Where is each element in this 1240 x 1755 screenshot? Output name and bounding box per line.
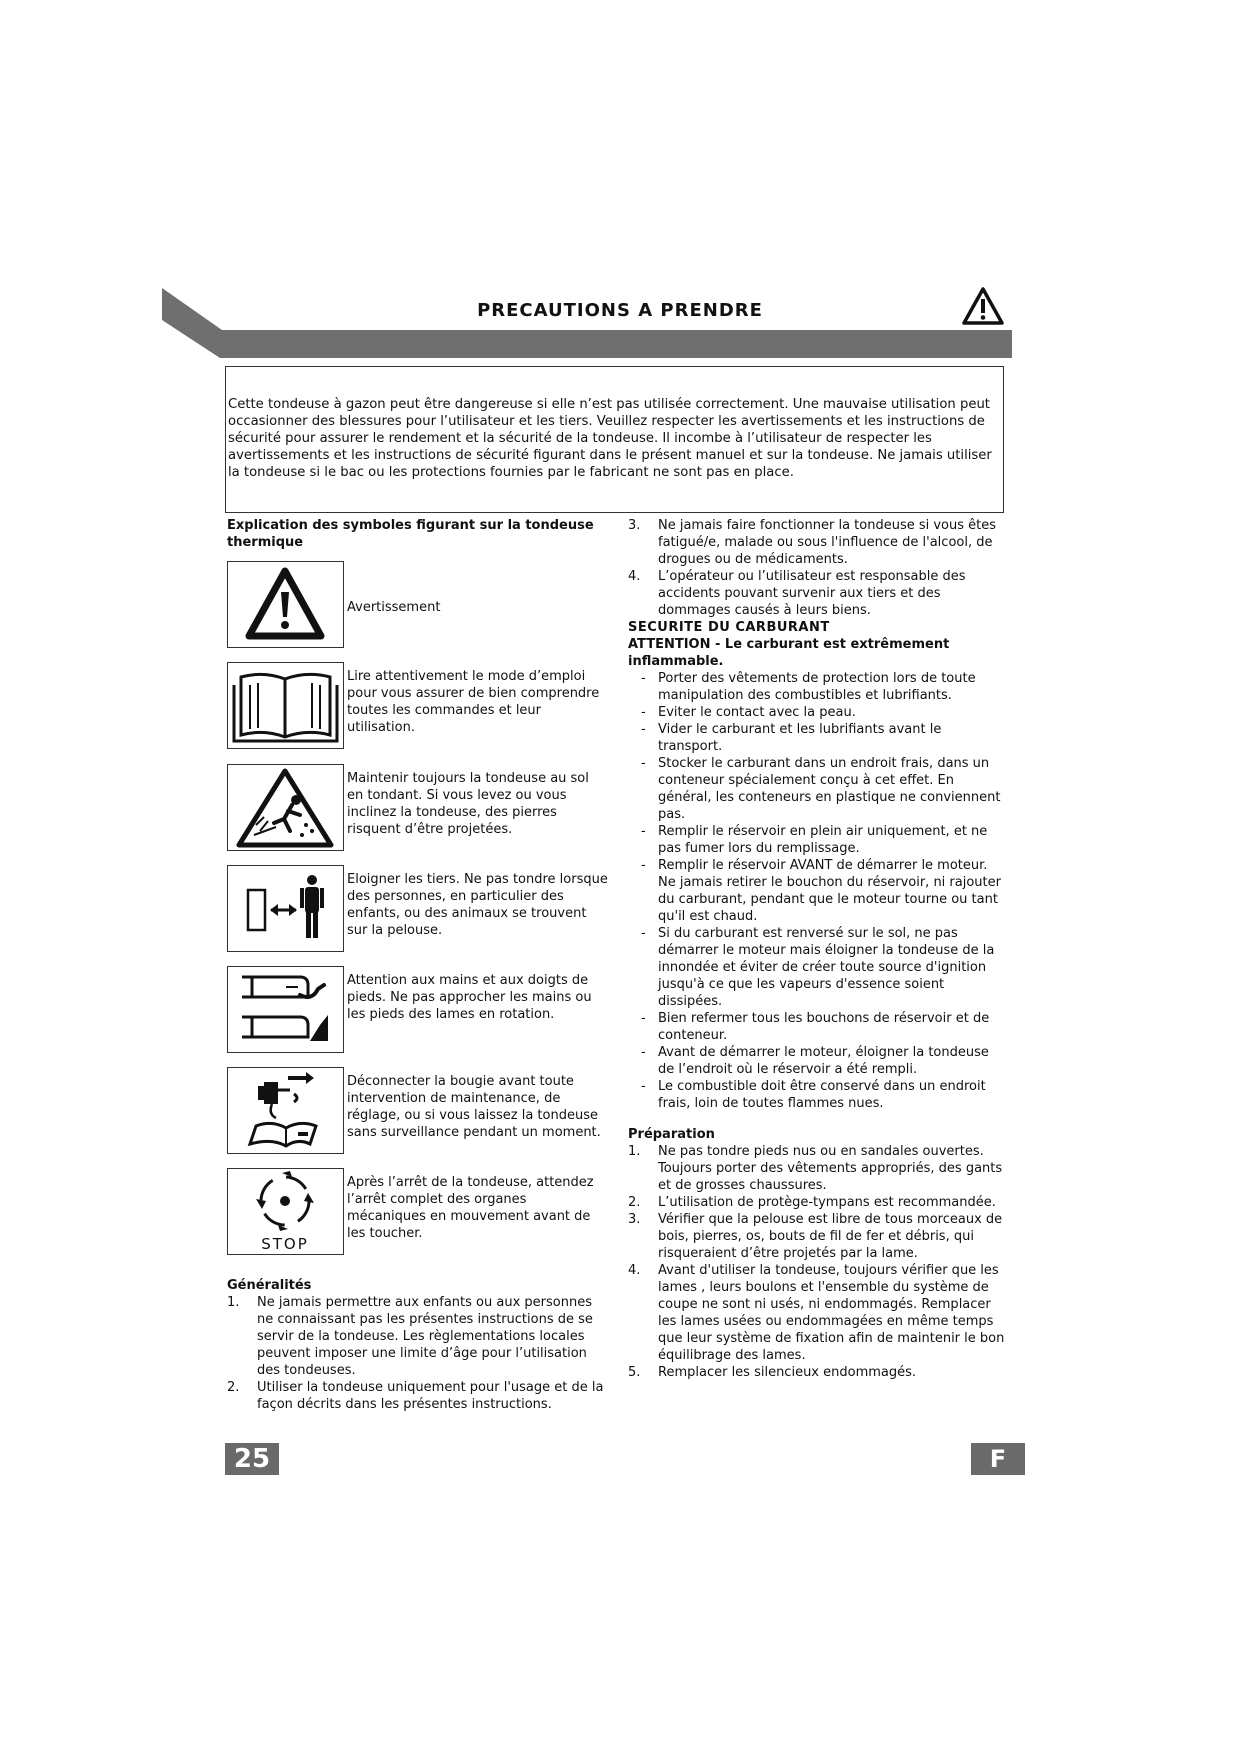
list-item: - Si du carburant est renversé sur le sol, ne pas démarrer le moteur mais éloigner la tondeuse de la innondée et éviter de créer toute source d'ignition jusqu'à ce que les vapeurs d'essence soient dissipées. <box>641 926 995 1009</box>
list-item: 1. Ne pas tondre pieds nus ou en sandales ouvertes. Toujours porter des vêtements appropriés, des gants et de grosses chaussures. <box>628 1144 1003 1193</box>
blade-stop-icon <box>228 1169 343 1254</box>
generalites-section <box>227 1277 607 1413</box>
fuel-attention: ATTENTION - Le carburant est extrêmement inflammable. <box>628 637 950 669</box>
list-item: - Porter des vêtements de protection lors de toute manipulation des combustibles et lubrifiants. <box>641 671 976 703</box>
list-item: - Avant de démarrer le moteur, éloigner la tondeuse de l’endroit où le réservoir a été rempli. <box>641 1045 989 1077</box>
symbol-text: Attention aux mains et aux doigts de pieds. Ne pas approcher les mains ou les pieds des lames en rotation. <box>347 973 592 1022</box>
symbol-text: Eloigner les tiers. Ne pas tondre lorsque des personnes, en particulier des enfants, ou des animaux se trouvent sur la pelouse. <box>347 872 608 938</box>
symbol-text: Déconnecter la bougie avant toute intervention de maintenance, de réglage, ou si vous laissez la tondeuse sans surveillance pendant un moment. <box>347 1074 601 1140</box>
list-item: - Vider le carburant et les lubrifiants avant le transport. <box>641 722 942 754</box>
symbols-heading: Explication des symboles figurant sur la tondeuse thermique <box>227 518 594 550</box>
hands-feet-blades-icon <box>228 967 343 1052</box>
list-item: 4. L’opérateur ou l’utilisateur est responsable des accidents pouvant survenir aux tiers et des dommages causés à leurs biens. <box>628 569 966 618</box>
left-column <box>227 517 608 1412</box>
list-item: 3. Vérifier que la pelouse est libre de tous morceaux de bois, pierres, os, bouts de fil de fer et débris, qui risqueraient d’être projetés par la lame. <box>628 1212 1003 1261</box>
preparation-list <box>628 1143 1006 1381</box>
list-item: 3. Ne jamais faire fonctionner la tondeuse si vous êtes fatigué/e, malade ou sous l'influence de l'alcool, de drogues ou de médicaments. <box>628 518 997 567</box>
list-item: 2. Utiliser la tondeuse uniquement pour l'usage et de la façon décrits dans les présentes instructions. <box>227 1380 604 1412</box>
symbol-text: Lire attentivement le mode d’emploi pour vous assurer de bien comprendre toutes les commandes et leur utilisation. <box>347 669 600 735</box>
page-number: 25 <box>225 1443 279 1475</box>
list-item: - Remplir le réservoir AVANT de démarrer le moteur. Ne jamais retirer le bouchon du réservoir, ni rajouter du carburant, pendant que le moteur tourne ou tant qu'il est chaud. <box>641 858 1001 924</box>
page-title: PRECAUTIONS A PRENDRE <box>477 300 763 321</box>
generalites-list <box>227 1294 607 1413</box>
list-item: 1. Ne jamais permettre aux enfants ou aux personnes ne connaissant pas les présentes instructions de se servir de la tondeuse. Les règlementations locales peuvent imposer une limite d’âge pour l’utilisation des tondeuses. <box>227 1295 593 1378</box>
list-item: - Stocker le carburant dans un endroit frais, dans un conteneur spécialement conçu à cet effet. En général, les conteneurs en plastique ne conviennent pas. <box>641 756 1001 822</box>
list-item: 5. Remplacer les silencieux endommagés. <box>628 1365 917 1380</box>
list-item: - Bien refermer tous les bouchons de réservoir et de conteneur. <box>641 1011 990 1043</box>
list-item: - Remplir le réservoir en plein air uniquement, et ne pas fumer lors du remplissage. <box>641 824 988 856</box>
fuel-safety-list <box>628 670 1006 1112</box>
header-band <box>162 288 1012 358</box>
list-item: 2. L’utilisation de protège-tympans est recommandée. <box>628 1195 996 1210</box>
symbol-text: Après l’arrêt de la tondeuse, attendez l’arrêt complet des organes mécaniques en mouvement avant de les toucher. <box>347 1175 594 1241</box>
thrown-objects-icon <box>228 765 343 850</box>
symbol-text: Avertissement <box>347 600 441 615</box>
symbol-text: Maintenir toujours la tondeuse au sol en tondant. Si vous levez ou vous inclinez la tondeuse, des pierres risquent d’être projetées. <box>347 771 589 837</box>
intro-paragraph: Cette tondeuse à gazon peut être dangereuse si elle n’est pas utilisée correctement. Une mauvaise utilisation peut occasionner des blessures pour l’utilisateur et les tiers. Veuillez respecter les avertissements et les instructions de sécurité pour assurer le rendement et la sécurité de la tondeuse. Il incombe à l’utilisateur de respecter les avertissements et les instructions de sécurité figurant dans le présent manuel et sur la tondeuse. Ne jamais utiliser la tondeuse si le bac ou les protections fournies par le fabricant ne sont pas en place. <box>228 397 992 480</box>
list-item: 4. Avant d'utiliser la tondeuse, toujours vérifier que les lames , leurs boulons et l'ensemble du système de coupe ne sont ni usés, ni endommagés. Remplacer les lames usées ou endommagées en même temps que leur système de fixation afin de maintenir le bon équilibrage des lames. <box>628 1263 1005 1363</box>
preparation-heading: Préparation <box>628 1127 715 1142</box>
fuel-safety-heading: SECURITE DU CARBURANT <box>628 620 830 635</box>
warning-triangle-icon <box>228 562 343 647</box>
list-item: - Eviter le contact avec la peau. <box>641 705 856 720</box>
generalites-list-continued <box>628 517 1006 619</box>
spark-plug-disconnect-icon <box>228 1068 343 1153</box>
keep-distance-icon <box>228 866 343 951</box>
stop-label: STOP <box>261 1235 309 1253</box>
warning-icon <box>961 286 1005 326</box>
right-column <box>628 517 1006 1381</box>
generalites-heading: Généralités <box>227 1278 312 1293</box>
list-item: - Le combustible doit être conservé dans un endroit frais, loin de toutes flammes nues. <box>641 1079 986 1111</box>
manual-book-icon <box>228 663 343 748</box>
language-tab: F <box>971 1443 1025 1475</box>
